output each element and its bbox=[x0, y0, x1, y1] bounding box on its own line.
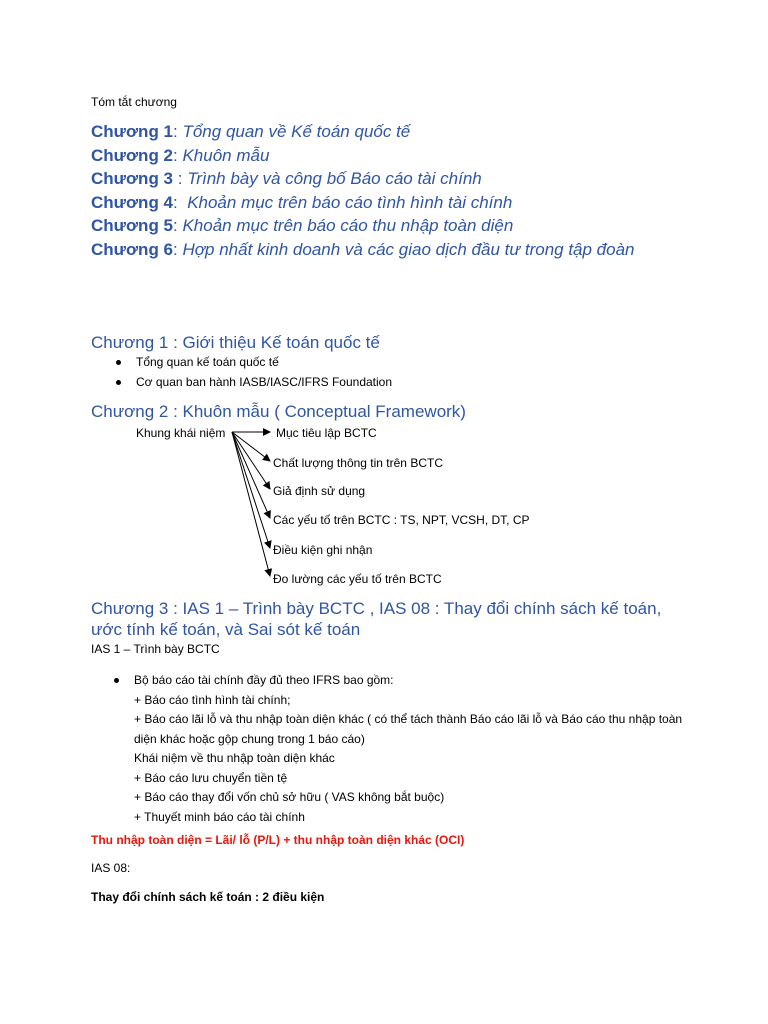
text-line: + Báo cáo lưu chuyển tiền tệ bbox=[134, 770, 288, 785]
arrow-to-leaf-6 bbox=[232, 432, 270, 576]
framework-leaf: Mục tiêu lập BCTC bbox=[276, 426, 377, 440]
list-item: Cơ quan ban hành IASB/IASC/IFRS Foundation bbox=[136, 374, 392, 394]
list-item: Tổng quan kế toán quốc tế bbox=[136, 354, 392, 374]
framework-root: Khung khái niệm bbox=[136, 426, 226, 440]
chapter1-bullet-list bbox=[136, 354, 392, 394]
text-line: Khái niệm về thu nhập toàn diện khác bbox=[134, 751, 335, 765]
bullet-icon bbox=[116, 380, 121, 385]
framework-leaf: Đo lường các yếu tố trên BCTC bbox=[273, 572, 442, 586]
document-title: Tóm tắt chương bbox=[91, 95, 177, 109]
chapter2-heading: Chương 2 : Khuôn mẫu ( Conceptual Framework) bbox=[91, 402, 466, 421]
text-line: Bộ báo cáo tài chính đầy đủ theo IFRS bao gồm: bbox=[134, 673, 394, 687]
framework-leaf: Giả định sử dụng bbox=[273, 484, 366, 498]
framework-leaf: Chất lượng thông tin trên BCTC bbox=[273, 456, 443, 470]
arrow-to-leaf-3 bbox=[232, 432, 270, 489]
bullet-icon bbox=[114, 678, 119, 683]
arrow-to-leaf-5 bbox=[232, 432, 270, 548]
ias08-title: IAS 08: bbox=[91, 861, 131, 875]
comprehensive-income-formula: Thu nhập toàn diện = Lãi/ lỗ (P/L) + thu nhập toàn diện khác (OCI) bbox=[91, 833, 465, 847]
toc-item: Chương 3 : Trình bày và công bố Báo cáo tài chính bbox=[91, 169, 482, 188]
framework-leaf: Điều kiện ghi nhận bbox=[273, 543, 373, 557]
list-item bbox=[134, 671, 694, 827]
chapter-summary-list bbox=[91, 120, 691, 261]
text-line: + Báo cáo thay đổi vốn chủ sở hữu ( VAS không bắt buộc) bbox=[134, 790, 445, 804]
toc-item: Chương 2: Khuôn mẫu bbox=[91, 145, 270, 165]
text-line: + Báo cáo tình hình tài chính; bbox=[134, 692, 291, 707]
ias1-bullet-list bbox=[134, 671, 694, 827]
toc-item: Chương 4: Khoản mục trên báo cáo tình hình tài chính bbox=[91, 192, 513, 212]
bullet-icon bbox=[116, 360, 121, 365]
toc-item: Chương 6: Hợp nhất kinh doanh và các giao dịch đầu tư trong tập đoàn bbox=[91, 239, 635, 259]
toc-item: Chương 1: Tổng quan về Kế toán quốc tế bbox=[91, 122, 411, 141]
arrow-to-leaf-2 bbox=[232, 432, 270, 461]
arrow-to-leaf-4 bbox=[232, 432, 270, 518]
text-line: + Thuyết minh báo cáo tài chính bbox=[134, 809, 305, 824]
text-line: + Báo cáo lãi lỗ và thu nhập toàn diện khác ( có thể tách thành Báo cáo lãi lỗ và Báo cáo thu nhập toàn diện khác hoặc gộp chung trong 1 báo cáo) bbox=[134, 712, 683, 746]
policy-change-heading: Thay đổi chính sách kế toán : 2 điều kiện bbox=[91, 890, 325, 904]
chapter3-heading: Chương 3 : IAS 1 – Trình bày BCTC , IAS 08 : Thay đổi chính sách kế toán, ước tính kế toán, và Sai sót kế toán bbox=[91, 599, 662, 639]
toc-item: Chương 5: Khoản mục trên báo cáo thu nhập toàn diện bbox=[91, 216, 514, 235]
framework-leaf: Các yếu tố trên BCTC : TS, NPT, VCSH, DT, CP bbox=[273, 513, 530, 527]
chapter1-heading: Chương 1 : Giới thiệu Kế toán quốc tế bbox=[91, 333, 380, 352]
ias1-title: IAS 1 – Trình bày BCTC bbox=[91, 642, 220, 656]
